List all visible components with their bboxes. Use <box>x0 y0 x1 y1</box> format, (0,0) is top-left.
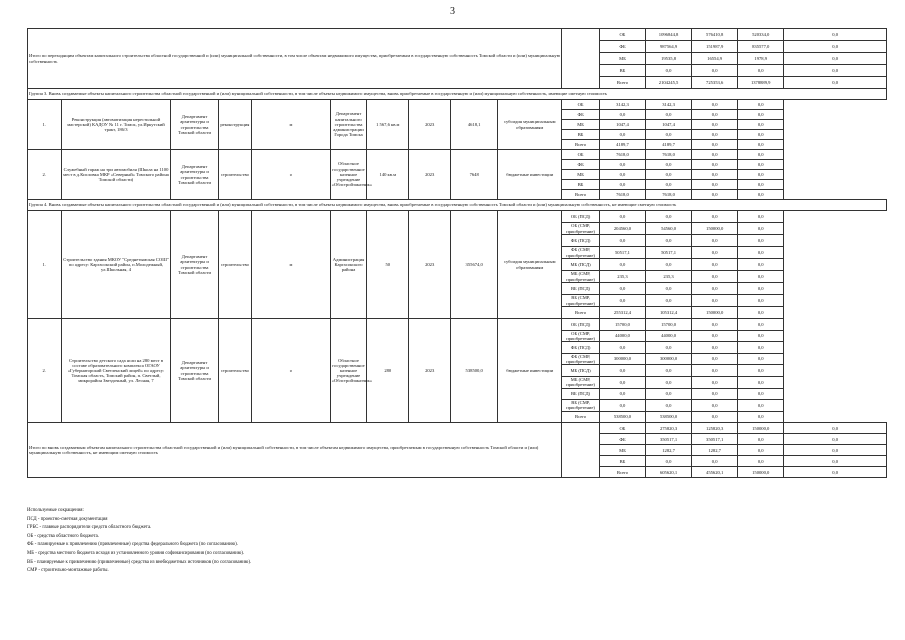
year-cell: 2023 <box>409 319 451 423</box>
value-2023-cell: 0,0 <box>646 295 692 307</box>
source-cell: Всего <box>599 467 645 478</box>
customer-cell: Областное государственное казенное учреждение «Облстройзаказчик» <box>330 150 367 200</box>
source-cell: ОБ (ПСД) <box>562 211 600 223</box>
source-cell: ФБ <box>599 41 645 53</box>
value-2023-cell: 0,0 <box>646 180 692 190</box>
ownership-cell: о <box>252 150 331 200</box>
value-2025-cell: 0,0 <box>784 41 887 53</box>
ownership-cell: м <box>252 100 331 150</box>
value-2024-cell: 1378889,9 <box>738 77 784 89</box>
value-2025-cell: 0,0 <box>738 307 784 319</box>
value-total-cell: 605620,1 <box>646 467 692 478</box>
value-total-cell: 0,0 <box>599 342 645 354</box>
value-total-cell: 0,0 <box>599 259 645 271</box>
capacity-cell: 280 <box>367 319 409 423</box>
value-total-cell: 255312,4 <box>599 307 645 319</box>
source-cell: МБ <box>599 445 645 456</box>
source-cell: МБ (ПСД) <box>562 365 600 377</box>
footnote-line: ФБ - планируемые к привлечению (привлеченные) средства федерального бюджета (по согласованию). <box>27 542 238 548</box>
grbs-cell: Департамент архитектуры и строительства Томской области <box>171 319 218 423</box>
value-total-cell: 0,0 <box>599 295 645 307</box>
footnote-line: МБ - средства местного бюджета исходя из установленного уровня софинансирования (по согласованию). <box>27 550 245 556</box>
work-type-cell: строительство <box>218 150 252 200</box>
value-2023-cell: 0,0 <box>646 400 692 412</box>
value-2023-cell: 455620,1 <box>692 467 738 478</box>
value-2025-cell: 0,0 <box>738 319 784 331</box>
value-2025-cell: 0,0 <box>784 467 887 478</box>
value-2025-cell: 0,0 <box>784 77 887 89</box>
value-2024-cell: 1978,9 <box>738 53 784 65</box>
source-cell: МБ (СМР, приобретение) <box>562 376 600 388</box>
value-2025-cell: 0,0 <box>738 100 784 110</box>
source-cell: ОБ <box>562 150 600 160</box>
value-2025-cell: 0,0 <box>738 330 784 342</box>
value-2025-cell: 0,0 <box>738 170 784 180</box>
source-cell: ОБ (ПСД) <box>562 319 600 331</box>
value-total-cell: 0,0 <box>599 130 645 140</box>
value-2024-cell: 0,0 <box>692 342 738 354</box>
value-2025-cell: 0,0 <box>738 150 784 160</box>
value-total-cell: 0,0 <box>599 376 645 388</box>
value-2023-cell: 300000,0 <box>646 353 692 365</box>
value-2025-cell: 0,0 <box>784 53 887 65</box>
value-2024-cell: 0,0 <box>692 100 738 110</box>
source-cell: МБ <box>562 120 600 130</box>
source-cell: ФБ (ПСД) <box>562 235 600 247</box>
spacer-cell <box>562 29 600 89</box>
year-cell: 2023 <box>409 100 451 150</box>
source-cell: ОБ <box>599 29 645 41</box>
value-2025-cell: 0,0 <box>738 295 784 307</box>
value-2024-cell: 0,0 <box>692 330 738 342</box>
value-2025-cell: 0,0 <box>784 29 887 41</box>
source-cell: Всего <box>562 140 600 150</box>
value-2024-cell: 0,0 <box>692 376 738 388</box>
value-total-cell: 19535,8 <box>646 53 692 65</box>
value-2023-cell: 0,0 <box>646 365 692 377</box>
source-cell: ОБ <box>562 100 600 110</box>
value-2023-cell: 151987,9 <box>692 41 738 53</box>
value-2025-cell: 0,0 <box>738 180 784 190</box>
value-total-cell: 0,0 <box>646 456 692 467</box>
value-total-cell: 1047,4 <box>599 120 645 130</box>
value-2023-cell: 0,0 <box>692 456 738 467</box>
value-2025-cell: 0,0 <box>738 160 784 170</box>
funding-form-cell: субсидия муниципальным образованиям <box>498 100 562 150</box>
value-2023-cell: 0,0 <box>646 259 692 271</box>
value-2024-cell: 150000,0 <box>692 307 738 319</box>
value-2024-cell: 150000,0 <box>692 223 738 235</box>
value-2024-cell: 0,0 <box>692 353 738 365</box>
source-cell: ВБ (СМР, приобретение) <box>562 295 600 307</box>
capacity-cell: 50 <box>367 211 409 319</box>
value-2023-cell: 44000,0 <box>646 330 692 342</box>
cost-cell: 355674,0 <box>451 211 498 319</box>
value-2024-cell: 0,0 <box>692 120 738 130</box>
source-cell: ФБ (ПСД) <box>562 342 600 354</box>
value-2023-cell: 0,0 <box>646 110 692 120</box>
value-2023-cell: 125820,3 <box>692 423 738 434</box>
work-type-cell: строительство <box>218 211 252 319</box>
source-cell: МБ (СМР, приобретение) <box>562 271 600 283</box>
table-row <box>28 100 887 110</box>
cost-cell: 7648 <box>451 150 498 200</box>
grbs-cell: Департамент архитектуры и строительства Томской области <box>171 100 218 150</box>
value-2023-cell: 105312,4 <box>646 307 692 319</box>
value-2023-cell: 7618,0 <box>646 150 692 160</box>
value-2024-cell: 0,0 <box>692 150 738 160</box>
value-total-cell: 300000,0 <box>599 353 645 365</box>
source-cell: ВБ <box>562 180 600 190</box>
value-2025-cell: 0,0 <box>738 235 784 247</box>
value-total-cell: 7618,0 <box>599 150 645 160</box>
value-2025-cell: 0,0 <box>738 223 784 235</box>
value-2025-cell: 0,0 <box>738 342 784 354</box>
table-row <box>28 423 887 434</box>
table-row <box>28 319 887 331</box>
object-name-cell: Служебный гараж на три автомобиля (Школа на 1100 мест в д.Кисловка МКР «Северный» Томского района Томской области) <box>61 150 171 200</box>
value-2024-cell: 150000,0 <box>738 467 784 478</box>
source-cell: Всего <box>562 190 600 200</box>
investment-table <box>27 28 887 478</box>
value-total-cell: 275820,3 <box>646 423 692 434</box>
value-2024-cell: 0,0 <box>692 110 738 120</box>
value-2024-cell: 0,0 <box>692 160 738 170</box>
value-2023-cell: 538500,0 <box>646 411 692 423</box>
object-name-cell: Строительство детского сада ясли на 280 мест в составе образовательного комплекса ОГАОУ «Губернаторский Светленский лицей» по адресу: Томская область, Томский район, п. Светлый, микрорайон Звездочный, ул. Лесная, 7 <box>61 319 171 423</box>
funding-form-cell: бюджетные инвестиции <box>498 150 562 200</box>
funding-form-cell: субсидия муниципальным образованиям <box>498 211 562 319</box>
value-2023-cell: 0,0 <box>646 160 692 170</box>
object-number-cell: 2. <box>28 319 62 423</box>
value-2025-cell: 0,0 <box>738 130 784 140</box>
value-2023-cell: 1047,4 <box>646 120 692 130</box>
value-total-cell: 0,0 <box>599 365 645 377</box>
value-2025-cell: 0,0 <box>738 411 784 423</box>
object-name-cell: Реконструкция (автоматизация нерестильной мастерской) КАДОУ № 11 г. Томск, ул.Иркутский тракт, 186/3 <box>61 100 171 150</box>
value-2024-cell: 0,0 <box>738 445 784 456</box>
group-header-row <box>28 89 887 100</box>
value-2023-cell: 0,0 <box>646 342 692 354</box>
group-title-cell: Группа 3. Вновь создаваемые объекты капитального строительства областной государственной и (или) муниципальной собственности, в том числе объекты недвижимого имущества, вновь приобретаемые в государственную и (или) муниципальную собственность, имеющие сметную стоимость <box>28 89 887 100</box>
value-2023-cell: 1282,7 <box>692 445 738 456</box>
ownership-cell: о <box>252 319 331 423</box>
value-2023-cell: 0,0 <box>646 376 692 388</box>
value-2025-cell: 0,0 <box>784 423 887 434</box>
source-cell: МБ (ПСД) <box>562 259 600 271</box>
value-2023-cell: 16554,9 <box>692 53 738 65</box>
value-2023-cell: 3142,3 <box>646 100 692 110</box>
object-number-cell: 1. <box>28 211 62 319</box>
footnote-line: Используемые сокращения: <box>27 508 84 513</box>
value-2024-cell: 0,0 <box>692 365 738 377</box>
value-2023-cell: 725353,6 <box>692 77 738 89</box>
source-cell: МБ <box>562 170 600 180</box>
value-total-cell: 44000,0 <box>599 330 645 342</box>
value-2023-cell: 235,3 <box>646 271 692 283</box>
value-2024-cell: 0,0 <box>692 130 738 140</box>
value-total-cell: 538500,0 <box>599 411 645 423</box>
value-2023-cell: 54560,0 <box>646 223 692 235</box>
value-2024-cell: 0,0 <box>738 65 784 77</box>
source-cell: ОБ (СМР, приобретение) <box>562 330 600 342</box>
value-total-cell: 50517,1 <box>599 247 645 259</box>
footnote-line: СМР - строительно-монтажные работы. <box>27 568 109 574</box>
value-2024-cell: 0,0 <box>692 388 738 400</box>
value-total-cell: 0,0 <box>599 388 645 400</box>
value-2025-cell: 0,0 <box>738 271 784 283</box>
value-2024-cell: 0,0 <box>692 235 738 247</box>
value-2023-cell: 50517,1 <box>646 247 692 259</box>
source-cell: Всего <box>562 307 600 319</box>
value-total-cell: 3142,3 <box>599 100 645 110</box>
value-2025-cell: 0,0 <box>784 65 887 77</box>
footnote-line: ПСД - проектно-сметная документация <box>27 516 108 522</box>
value-2024-cell: 0,0 <box>692 400 738 412</box>
value-total-cell: 0,0 <box>599 180 645 190</box>
value-2023-cell: 0,0 <box>646 211 692 223</box>
value-2025-cell: 0,0 <box>738 190 784 200</box>
value-total-cell: 0,0 <box>599 211 645 223</box>
value-total-cell: 0,0 <box>599 235 645 247</box>
value-2023-cell: 0,0 <box>646 388 692 400</box>
value-2024-cell: 0,0 <box>692 283 738 295</box>
cost-cell: 4618,1 <box>451 100 498 150</box>
value-2023-cell: 0,0 <box>646 283 692 295</box>
value-2025-cell: 0,0 <box>738 211 784 223</box>
value-2025-cell: 0,0 <box>738 365 784 377</box>
table-row <box>28 150 887 160</box>
ownership-cell: м <box>252 211 331 319</box>
value-total-cell: 15700,0 <box>599 319 645 331</box>
footnote-line: ГРБС - главные распорядители средств областного бюджета. <box>27 525 152 531</box>
table-body <box>28 29 887 478</box>
object-number-cell: 1. <box>28 100 62 150</box>
footnote-line: ВБ - планируемые к привлечению (привлеченные) средства из внебюджетных источников (по согласованию). <box>27 559 252 565</box>
source-cell: ФБ (СМР, приобретение) <box>562 247 600 259</box>
source-cell: Всего <box>562 411 600 423</box>
value-2024-cell: 0,0 <box>692 190 738 200</box>
abbreviations-note <box>27 507 627 576</box>
value-2024-cell: 0,0 <box>692 411 738 423</box>
value-2024-cell: 0,0 <box>692 180 738 190</box>
value-total-cell: 0,0 <box>599 160 645 170</box>
value-total-cell: 0,0 <box>599 283 645 295</box>
footnote-line: ОБ - средства областного бюджета. <box>27 533 99 539</box>
value-2025-cell: 0,0 <box>738 376 784 388</box>
source-cell: ОБ <box>599 423 645 434</box>
page-number: 3 <box>450 6 455 17</box>
value-2023-cell: 4189,7 <box>646 140 692 150</box>
value-2023-cell: 576410,8 <box>692 29 738 41</box>
capacity-cell: 1 567,6 кв.м <box>367 100 409 150</box>
total-label-cell: Итого по вновь создаваемым объектам капитального строительства областной государственной и (или) муниципальной собственности, в том числе объектам недвижимого имущества, приобретаемым в государственную собственность Томской области и (или) муниципальную собственность, не имеющим сметную стоимость <box>28 423 562 478</box>
year-cell: 2023 <box>409 150 451 200</box>
value-2023-cell: 350517,1 <box>692 434 738 445</box>
source-cell: ВБ <box>562 130 600 140</box>
customer-cell: Администрация Каргасокского района <box>330 211 367 319</box>
total-label-cell: Итого по переходящим объектам капитального строительства областной государственной и (или) муниципальной собственности, в том числе объектам недвижимого имущества, приобретаемым в государственную собственность Томской области и (или) муниципальную собственность <box>28 29 562 89</box>
value-2023-cell: 15700,0 <box>646 319 692 331</box>
source-cell: ОБ (СМР, приобретение) <box>562 223 600 235</box>
value-2024-cell: 150000,0 <box>738 423 784 434</box>
funding-form-cell: бюджетные инвестиции <box>498 319 562 423</box>
value-total-cell: 4189,7 <box>599 140 645 150</box>
value-2024-cell: 0,0 <box>692 247 738 259</box>
value-2023-cell: 0,0 <box>646 130 692 140</box>
source-cell: ФБ <box>562 160 600 170</box>
value-2023-cell: 0,0 <box>646 235 692 247</box>
value-total-cell: 204560,0 <box>599 223 645 235</box>
grbs-cell: Департамент архитектуры и строительства Томской области <box>171 150 218 200</box>
source-cell: ВБ <box>599 65 645 77</box>
source-cell: ФБ <box>599 434 645 445</box>
value-2025-cell: 0,0 <box>738 247 784 259</box>
customer-cell: Областное государственное казенное учреждение «Облстройзаказчик» <box>330 319 367 423</box>
value-2023-cell: 0,0 <box>646 170 692 180</box>
value-2024-cell: 0,0 <box>738 456 784 467</box>
source-cell: ВБ <box>599 456 645 467</box>
value-2023-cell: 7618,0 <box>646 190 692 200</box>
source-cell: ВБ (ПСД) <box>562 283 600 295</box>
value-2025-cell: 0,0 <box>738 388 784 400</box>
group-title-cell: Группа 4. Вновь создаваемые объекты капитального строительства областной государственной и (или) муниципальной собственности, в том числе объекты недвижимого имущества, вновь приобретаемые в государственную собственность Томской области и (или) муниципальную собственность, не имеющие сметную стоимость <box>28 200 887 211</box>
object-name-cell: Строительство здания МКОУ "Среднетымская СОШ" по адресу: Каргасокский район, п.Молодежный, ул.Школьная, 4 <box>61 211 171 319</box>
value-2025-cell: 0,0 <box>738 259 784 271</box>
value-total-cell: 0,0 <box>599 110 645 120</box>
value-2025-cell: 0,0 <box>738 110 784 120</box>
value-2024-cell: 835577,0 <box>738 41 784 53</box>
value-2024-cell: 0,0 <box>692 211 738 223</box>
value-2024-cell: 0,0 <box>738 434 784 445</box>
value-total-cell: 235,3 <box>599 271 645 283</box>
value-2024-cell: 0,0 <box>692 295 738 307</box>
value-2024-cell: 0,0 <box>692 319 738 331</box>
value-2024-cell: 0,0 <box>692 259 738 271</box>
source-cell: ФБ <box>562 110 600 120</box>
value-total-cell: 1282,7 <box>646 445 692 456</box>
grbs-cell: Департамент архитектуры и строительства Томской области <box>171 211 218 319</box>
source-cell: ВБ (ПСД) <box>562 388 600 400</box>
value-total-cell: 350517,1 <box>646 434 692 445</box>
cost-cell: 538500,0 <box>451 319 498 423</box>
value-2024-cell: 0,0 <box>692 271 738 283</box>
source-cell: ФБ (СМР, приобретение) <box>562 353 600 365</box>
table-row <box>28 29 887 41</box>
value-2025-cell: 0,0 <box>738 120 784 130</box>
value-2025-cell: 0,0 <box>784 445 887 456</box>
year-cell: 2023 <box>409 211 451 319</box>
value-2024-cell: 520334,0 <box>738 29 784 41</box>
work-type-cell: реконструкция <box>218 100 252 150</box>
value-2025-cell: 0,0 <box>738 140 784 150</box>
object-number-cell: 2. <box>28 150 62 200</box>
value-2023-cell: 0,0 <box>692 65 738 77</box>
value-total-cell: 987564,9 <box>646 41 692 53</box>
customer-cell: Департамент капитального строительства администрации Города Томска <box>330 100 367 150</box>
value-total-cell: 7618,0 <box>599 190 645 200</box>
value-2025-cell: 0,0 <box>738 353 784 365</box>
spacer-cell <box>562 423 600 478</box>
capacity-cell: 140 кв.м <box>367 150 409 200</box>
value-total-cell: 0,0 <box>599 170 645 180</box>
table-row <box>28 211 887 223</box>
source-cell: Всего <box>599 77 645 89</box>
group-header-row <box>28 200 887 211</box>
source-cell: МБ <box>599 53 645 65</box>
value-2025-cell: 0,0 <box>738 400 784 412</box>
value-total-cell: 2104245,5 <box>646 77 692 89</box>
value-total-cell: 0,0 <box>599 400 645 412</box>
value-total-cell: 1096844,8 <box>646 29 692 41</box>
value-2025-cell: 0,0 <box>784 456 887 467</box>
value-2024-cell: 0,0 <box>692 140 738 150</box>
work-type-cell: строительство <box>218 319 252 423</box>
source-cell: ВБ (СМР, приобретение) <box>562 400 600 412</box>
value-2025-cell: 0,0 <box>784 434 887 445</box>
value-total-cell: 0,0 <box>646 65 692 77</box>
value-2024-cell: 0,0 <box>692 170 738 180</box>
value-2025-cell: 0,0 <box>738 283 784 295</box>
